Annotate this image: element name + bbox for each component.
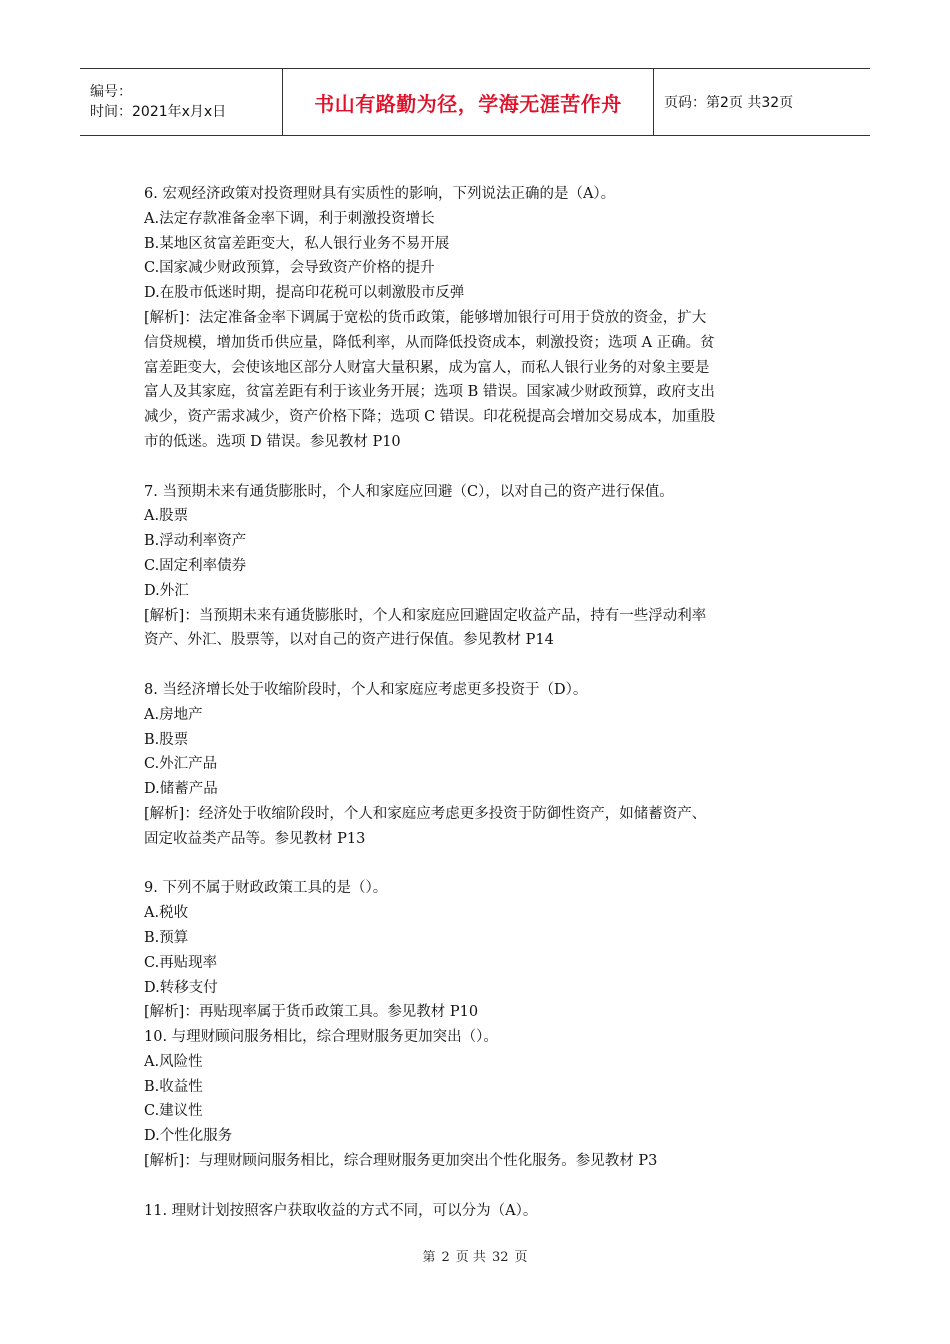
question-stem: 8. 当经济增长处于收缩阶段时，个人和家庭应考虑更多投资于（D）。 bbox=[144, 681, 588, 698]
analysis-line: [解析]：当预期未来有通货膨胀时，个人和家庭应回避固定收益产品，持有一些浮动利率 bbox=[144, 607, 707, 624]
document-body bbox=[144, 182, 814, 1223]
option-d: D.在股市低迷时期，提高印花税可以刺激股市反弹 bbox=[144, 285, 465, 302]
option-a: A.税收 bbox=[144, 905, 189, 922]
page-footer bbox=[0, 1246, 950, 1265]
question-6 bbox=[144, 182, 814, 455]
analysis-line: [解析]：再贴现率属于货币政策工具。参见教材 P10 bbox=[144, 1004, 479, 1021]
analysis-line: [解析]：与理财顾问服务相比，综合理财服务更加突出个性化服务。参见教材 P3 bbox=[144, 1153, 658, 1170]
option-b: B.预算 bbox=[144, 929, 189, 946]
analysis-line: 市的低迷。选项 D 错误。参见教材 P10 bbox=[144, 433, 401, 450]
question-stem: 9. 下列不属于财政政策工具的是（）。 bbox=[144, 880, 388, 897]
header-meta bbox=[80, 69, 282, 135]
analysis-line: 富人及其家庭，贫富差距有利于该业务开展；选项 B 错误。国家减少财政预算，政府支出 bbox=[144, 384, 715, 401]
question-stem: 11. 理财计划按照客户获取收益的方式不同，可以分为（A）。 bbox=[144, 1202, 538, 1219]
analysis-line: [解析]：经济处于收缩阶段时，个人和家庭应考虑更多投资于防御性资产，如储蓄资产、 bbox=[144, 805, 707, 822]
option-c: C.固定利率债券 bbox=[144, 557, 247, 574]
analysis-line: 富差距变大，会使该地区部分人财富大量积累，成为富人，而私人银行业务的对象主要是 bbox=[144, 359, 710, 376]
analysis-line: 资产、外汇、股票等，以对自己的资产进行保值。参见教材 P14 bbox=[144, 632, 554, 649]
option-d: D.外汇 bbox=[144, 582, 189, 599]
question-9 bbox=[144, 876, 814, 1025]
option-b: B.股票 bbox=[144, 731, 189, 748]
question-8 bbox=[144, 678, 814, 852]
option-d: D.个性化服务 bbox=[144, 1128, 233, 1145]
option-c: C.建议性 bbox=[144, 1103, 203, 1120]
option-d: D.转移支付 bbox=[144, 979, 218, 996]
doc-number-label: 编号： bbox=[90, 84, 132, 100]
option-d: D.储蓄产品 bbox=[144, 781, 218, 798]
doc-time-label: 时间：2021年x月x日 bbox=[90, 104, 227, 120]
option-b: B.收益性 bbox=[144, 1078, 203, 1095]
footer-page-number: 2 bbox=[441, 1250, 450, 1265]
option-c: C.外汇产品 bbox=[144, 756, 218, 773]
option-c: C.再贴现率 bbox=[144, 954, 218, 971]
question-stem: 6. 宏观经济政策对投资理财具有实质性的影响，下列说法正确的是（A）。 bbox=[144, 186, 616, 202]
question-10 bbox=[144, 1025, 814, 1174]
option-a: A.风险性 bbox=[144, 1053, 203, 1070]
option-b: B.浮动利率资产 bbox=[144, 533, 247, 550]
question-stem: 7. 当预期未来有通货膨胀时，个人和家庭应回避（C），以对自己的资产进行保值。 bbox=[144, 483, 674, 500]
footer-prefix: 第 bbox=[422, 1250, 436, 1265]
option-b: B.某地区贫富差距变大，私人银行业务不易开展 bbox=[144, 235, 450, 252]
option-a: A.股票 bbox=[144, 508, 189, 525]
question-stem: 10. 与理财顾问服务相比，综合理财服务更加突出（）。 bbox=[144, 1029, 498, 1046]
analysis-line: 信贷规模，增加货币供应量，降低利率，从而降低投资成本，刺激投资；选项 A 正确。贫 bbox=[144, 334, 715, 351]
analysis-line: 固定收益类产品等。参见教材 P13 bbox=[144, 830, 366, 847]
analysis-line: 减少，资产需求减少，资产价格下降；选项 C 错误。印花税提高会增加交易成本，加重股 bbox=[144, 409, 716, 426]
footer-mid: 页 共 bbox=[455, 1250, 486, 1265]
header-motto: 书山有路勤为径，学海无涯苦作舟 bbox=[314, 91, 622, 116]
option-a: A.房地产 bbox=[144, 706, 203, 723]
option-a: A.法定存款准备金率下调，利于刺激投资增长 bbox=[144, 210, 435, 227]
page-info-text: 页码：第2页 共32页 bbox=[664, 95, 794, 111]
option-c: C.国家减少财政预算，会导致资产价格的提升 bbox=[144, 260, 435, 277]
footer-total-pages: 32 bbox=[491, 1250, 509, 1265]
footer-suffix: 页 bbox=[514, 1250, 528, 1265]
question-11 bbox=[144, 1199, 814, 1224]
page-header bbox=[80, 68, 870, 136]
question-7 bbox=[144, 480, 814, 654]
header-motto-cell bbox=[282, 69, 654, 135]
header-page-info bbox=[654, 69, 870, 135]
analysis-line: [解析]：法定准备金率下调属于宽松的货币政策，能够增加银行可用于贷放的资金，扩大 bbox=[144, 309, 707, 326]
